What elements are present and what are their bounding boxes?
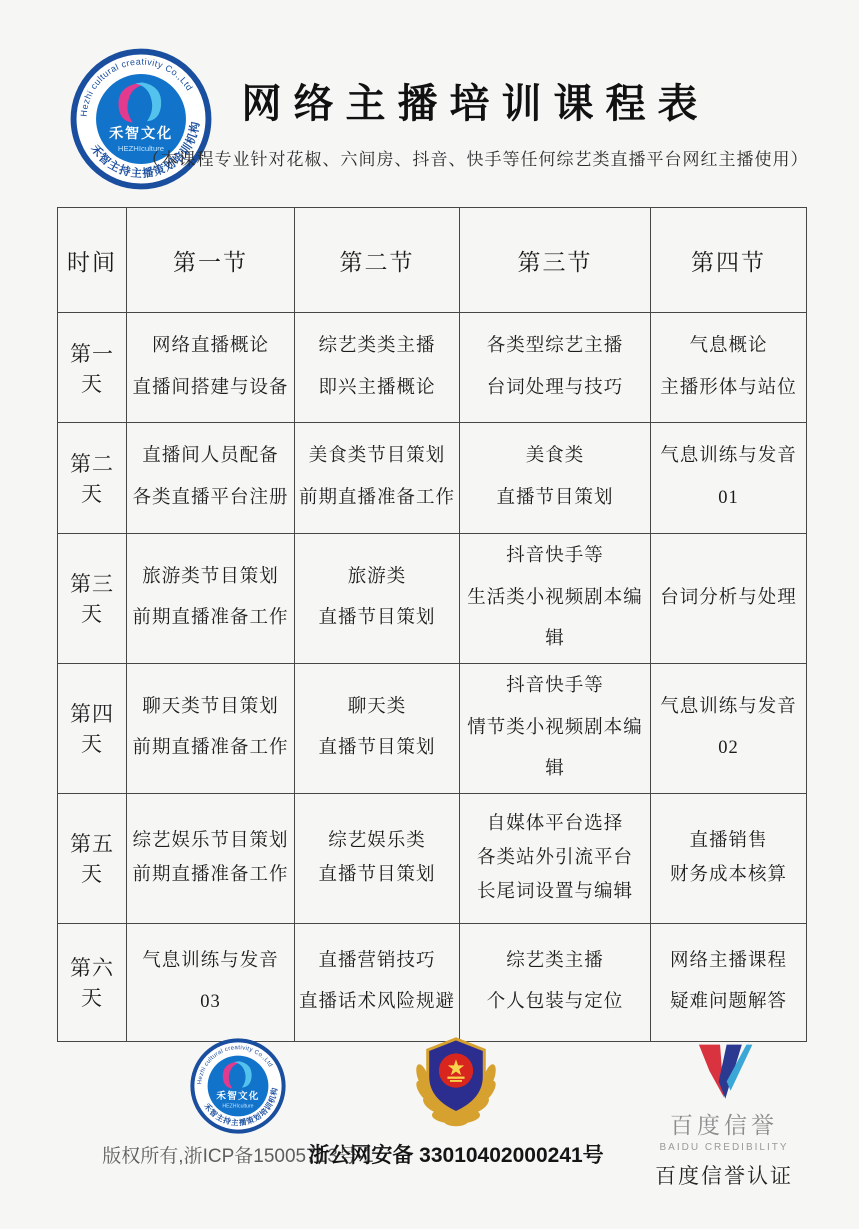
day-label: 第一天	[58, 313, 127, 423]
course-line: 情节类小视频剧本编辑	[467, 717, 643, 780]
day-label: 第五天	[58, 793, 127, 923]
course-line: 长尾词设置与编辑	[476, 882, 633, 903]
course-line: 台词分析与处理	[660, 587, 797, 608]
course-line: 财务成本核算	[669, 865, 787, 886]
course-line: 前期直播准备工作	[132, 608, 289, 629]
course-line: 综艺娱乐节目策划	[132, 831, 289, 852]
table-row	[58, 423, 807, 534]
course-cell-r5-c2	[295, 793, 460, 923]
course-line: 抖音快手等	[506, 546, 604, 566]
course-line: 各类直播平台注册	[132, 488, 289, 508]
course-line: 直播节目策划	[496, 488, 614, 508]
course-line: 前期直播准备工作	[299, 488, 456, 508]
course-line: 美食类节目策划	[308, 446, 446, 467]
course-line: 个人包装与定位	[486, 992, 624, 1013]
day-label: 第二天	[58, 423, 127, 534]
table-row	[58, 663, 807, 793]
course-line: 综艺类类主播	[318, 335, 436, 356]
course-cell-r3-c1	[127, 534, 295, 664]
course-cell-r5-c3	[460, 793, 651, 923]
course-cell-r1-c2	[295, 313, 460, 423]
course-table	[57, 207, 807, 1042]
col-header-session-1: 第一节	[127, 208, 295, 313]
course-cell-r6-c4	[651, 923, 807, 1041]
course-line: 气息训练与发音 03	[142, 950, 279, 1013]
course-cell-r6-c1	[127, 923, 295, 1041]
footer-police-block	[276, 1032, 636, 1169]
course-line: 网络直播概论	[151, 335, 269, 356]
course-cell-r2-c3	[460, 423, 651, 534]
footer-baidu-block	[594, 1040, 854, 1190]
table-row	[58, 313, 807, 423]
col-header-time: 时间	[58, 208, 127, 313]
course-cell-r1-c1	[127, 313, 295, 423]
course-line: 网络主播课程	[669, 950, 787, 971]
course-cell-r4-c4	[651, 663, 807, 793]
course-cell-r2-c1	[127, 423, 295, 534]
course-line: 直播间人员配备	[142, 446, 279, 467]
table-header-row	[58, 208, 807, 313]
course-line: 生活类小视频剧本编辑	[467, 587, 643, 650]
course-line: 直播间搭建与设备	[132, 377, 289, 398]
course-line: 自媒体平台选择	[486, 813, 624, 834]
course-line: 主播形体与站位	[660, 377, 797, 398]
course-line: 聊天类节目策划	[142, 696, 279, 717]
police-badge-icon	[404, 1032, 508, 1128]
course-cell-r6-c2	[295, 923, 460, 1041]
col-header-session-2: 第二节	[295, 208, 460, 313]
course-line: 抖音快手等	[506, 675, 604, 696]
page-subtitle: （本课程专业针对花椒、六间房、抖音、快手等任何综艺类直播平台网红主播使用）	[142, 150, 809, 169]
course-line: 疑难问题解答	[669, 992, 787, 1013]
course-cell-r5-c4	[651, 793, 807, 923]
course-line: 综艺娱乐类	[328, 831, 426, 852]
police-record-text: 浙公网安备 33010402000241号	[308, 1144, 604, 1167]
course-cell-r1-c3	[460, 313, 651, 423]
baidu-cert-text: 百度信誉认证	[655, 1164, 793, 1188]
course-cell-r3-c2	[295, 534, 460, 664]
course-cell-r4-c2	[295, 663, 460, 793]
course-line: 直播节目策划	[318, 865, 436, 886]
header	[92, 72, 859, 170]
course-line: 聊天类	[347, 696, 407, 717]
course-line: 旅游类	[347, 566, 407, 587]
course-line: 即兴主播概论	[318, 377, 436, 398]
table-row	[58, 534, 807, 664]
col-header-session-3: 第三节	[460, 208, 651, 313]
course-line: 各类型综艺主播	[486, 335, 624, 356]
company-logo-small	[190, 1038, 286, 1134]
course-cell-r3-c3	[460, 534, 651, 664]
course-cell-r4-c1	[127, 663, 295, 793]
day-label: 第四天	[58, 663, 127, 793]
table-row	[58, 923, 807, 1041]
course-line: 直播节目策划	[318, 738, 436, 759]
course-line: 直播营销技巧	[318, 950, 436, 971]
course-cell-r5-c1	[127, 793, 295, 923]
course-line: 前期直播准备工作	[132, 865, 289, 886]
course-line: 美食类	[525, 446, 585, 467]
course-cell-r4-c3	[460, 663, 651, 793]
course-line: 直播销售	[689, 831, 768, 852]
page-title: 网络主播培训课程表	[241, 81, 710, 126]
course-line: 气息训练与发音 02	[660, 696, 797, 759]
course-line: 前期直播准备工作	[132, 738, 289, 759]
course-cell-r2-c4	[651, 423, 807, 534]
course-line: 气息训练与发音 01	[660, 446, 797, 508]
col-header-session-4: 第四节	[651, 208, 807, 313]
day-label: 第三天	[58, 534, 127, 664]
course-line: 各类站外引流平台	[476, 848, 633, 869]
baidu-credibility-icon	[691, 1040, 757, 1102]
course-cell-r3-c4	[651, 534, 807, 664]
baidu-name-en: BAIDU CREDIBILITY	[659, 1142, 789, 1153]
course-line: 气息概论	[689, 335, 768, 356]
copyright-text: 版权所有,浙ICP备15005713号-1	[102, 1146, 374, 1167]
course-line: 直播节目策划	[318, 608, 436, 629]
table-row	[58, 793, 807, 923]
course-cell-r1-c4	[651, 313, 807, 423]
course-line: 直播话术风险规避	[299, 992, 456, 1013]
course-cell-r6-c3	[460, 923, 651, 1041]
baidu-name-cn: 百度信誉	[670, 1113, 778, 1138]
course-cell-r2-c2	[295, 423, 460, 534]
course-line: 旅游类节目策划	[142, 566, 279, 587]
course-line: 台词处理与技巧	[486, 377, 624, 398]
day-label: 第六天	[58, 923, 127, 1041]
course-line: 综艺类主播	[506, 950, 604, 971]
